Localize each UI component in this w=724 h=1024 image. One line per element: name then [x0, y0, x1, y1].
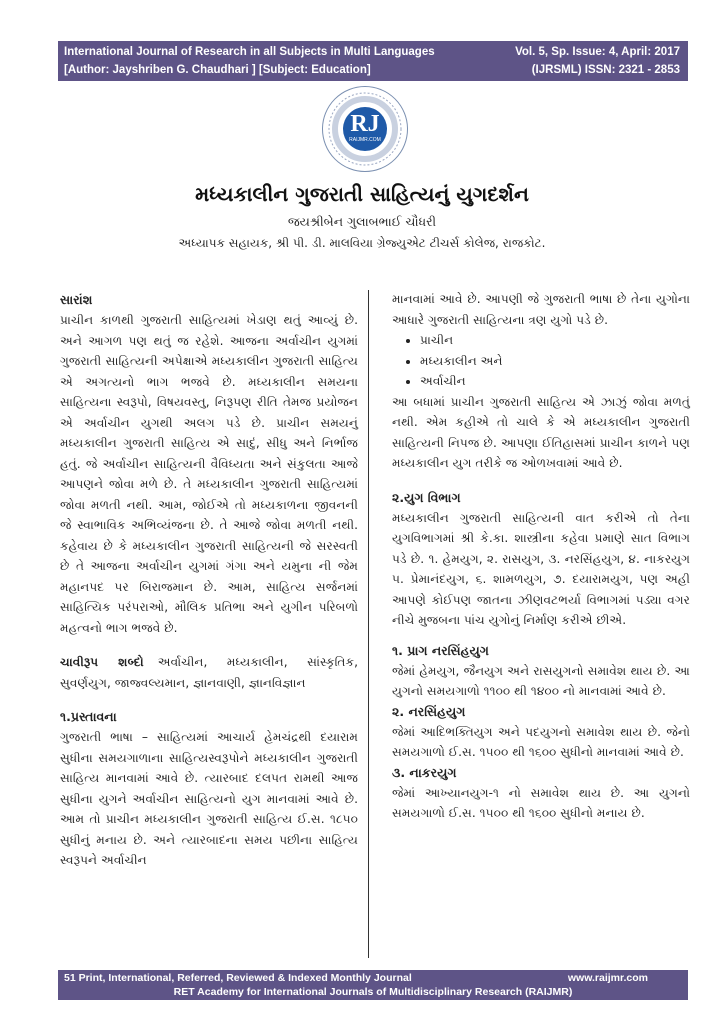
after-list-text: આ બધામાં પ્રાચીન ગુજરાતી સાહિત્ય એ ઝાઝું જોવા મળતું નથી. એમ કહીએ તો ચાલે કે એ મધ્યકાલીન ગુજરાતી સાહિત્યની નિપજ છે. આપણા ઈતિહાસમાં પ્રાચીન કાળને પણ મધ્યકાલીન યુગ તરીકે જ ઓળખવામાં આવે છે. [392, 394, 690, 470]
abstract-text: પ્રાચીન કાળથી ગુજરાતી સાહિત્યમાં ખેડાણ થતું આવ્યું છે. અને આગળ પણ થતું જ રહેશે. આજના અર્વાચીન યુગમાં ગુજરાતી સાહિત્યની અપેક્ષાએ મધ્યકાલીન ગુજરાતી સાહિત્ય એ અગત્યનો ભાગ ભજવે છે. મધ્યકાલીન સમયના સાહિત્યના સ્વરૂપો, વિષયવસ્તુ, નિરૂપણ રીતિ તેમજ પ્રયોજન એ અર્વાચીન યુગથી અલગ પડે છે. પ્રાચીન સમયનું મધ્યકાલીન ગુજરાતી સાહિત્ય એ સાદું, સીધુ અને નિર્ભાજ હતું. જે અર્વાચીન સાહિત્યની વૈવિધ્યતા અને સંકુલતા આજે આપણને જોવા મળે છે. તે મધ્યકાલીન ગુજરાતી સાહિત્યમાં જોવા મળતી નથી. આમ, જોઈએ તો મધ્યકાળના જીવનની જે સ્વાભાવિક અભિવ્યંજના છે. તે આજે જોવા મળતી નથી. કહેવાય છે કે મધ્યકાલીન ગુજરાતી સાહિત્યની જે સરસ્વતી છે તે આજના અર્વાચીન યુગમાં ગંગા અને યમુના ની જેમ મહાનપદ પર બિરાજમાન છે. આમ, સાહિત્ય સર્જનમાં સાહિત્યિક પરંપરાઓ, મૌલિક પ્રતિભા અને યુગીન પરિબળો મહત્વનો ભાગ ભજવે છે. [60, 313, 358, 635]
abstract-heading: સારાંશ [60, 292, 93, 307]
journal-name: International Journal of Research in all Subjects in Multi Languages [64, 46, 435, 58]
paper-title: મધ્યકાલીન ગુજરાતી સાહિત્યનું યુગદર્શન [195, 182, 529, 206]
intro-heading: ૧.પ્રસ્તાવના [60, 709, 117, 724]
subsection1-text: જેમાં હેમયુગ, જૈનયુગ અને રાસયુગનો સમાવેશ થાય છે. આ યુગનો સમયગાળો ૧૧૦૦ થી ૧૪૦૦ નો માનવામાં આવે છે. [392, 663, 690, 698]
era-list-item: • પ્રાચીન [420, 330, 690, 351]
subsection1-heading: ૧. પ્રાગ નરસિંહયુગ [392, 642, 489, 658]
subsection3-text: જેમાં આખ્યાનયુગ-૧ નો સમાવેશ થાય છે. આ યુગનો સમયગાળો ઈ.સ. ૧૫૦૦ થી ૧૬૦૦ સુધીનો મનાય છે. [392, 785, 690, 820]
subsection2-heading: ૨. નરસિંહયુગ [392, 703, 466, 719]
footer-site-link[interactable]: www.raijmr.com [567, 972, 648, 984]
author-subject: [Author: Jayshriben G. Chaudhari ] [Subject: Education] [64, 64, 371, 76]
author-name: જયશ્રીબેન ગુલાબભાઈ ચૌધરી [287, 214, 437, 229]
logo-site: RAIJMR.COM [349, 137, 381, 143]
subsection2-text: જેમાં આદિભક્તિયુગ અને પદયુગનો સમાવેશ થાય છે. જેનો સમયગાળો ઈ.સ. ૧૫૦૦ થી ૧૬૦૦ સુધીનો માનવામાં આવે છે. [392, 724, 690, 759]
logo-mark: RJ [350, 111, 380, 137]
section2-text: મધ્યકાલીન ગુજરાતી સાહિત્યની વાત કરીએ તો તેના યુગવિભાગમાં શ્રી કે.કા. શાસ્ત્રીના કહેવા પ્રમાણે સાત વિભાગ પડે છે. ૧. હેમયુગ, ૨. રાસયુગ, ૩. નરસિંહયુગ, ૪. નાકરયુગ ૫. પ્રેમાનંદયુગ, ૬. શામળયુગ, ૭. દયારામયુગ, પણ અહી આપણે કોઈપણ જાતના ઝીણવટભર્યા વિભાગમાં પડ્યા વગર નીચે મુજબના પાંચ યુગોનું નિર્માણ કરીએ છીએ. [392, 510, 690, 627]
footer-page-line: 51 Print, International, Referred, Reviewed & Indexed Monthly Journal [64, 972, 412, 984]
journal-footer [58, 970, 688, 1000]
keywords [60, 652, 358, 693]
era-list [392, 330, 690, 392]
issn: (IJRSML) ISSN: 2321 - 2853 [531, 64, 680, 76]
era-list-item: • અર્વાચીન [420, 371, 690, 392]
intro-text: ગુજરાતી ભાષા – સાહિત્યમાં આચાર્ય હેમચંદ્રથી દયારામ સુધીના સમયગાળાના સાહિત્યસ્વરૂપોને મધ્યકાલીન ગુજરાતી સાહિત્ય માનવામાં આવે છે. ત્યારબાદ દલપત રામથી આજ સુધીના યુગને અર્વાચીન સાહિત્યનો યુગ માનવામાં આવે છે. આમ તો પ્રાચીન મધ્યકાલીન ગુજરાતી સાહિત્ય ઈ.સ. ૧૮૫૦ સુધીનું મનાય છે. અને ત્યારબાદના સમય પછીના સાહિત્ય સ્વરૂપને અર્વાચીન [60, 730, 358, 867]
subsection3-heading: ૩. નાકરયુગ [392, 764, 457, 780]
column-divider [368, 290, 369, 958]
keywords-list: અર્વાચીન, મધ્યકાલીન, સાંસ્કૃતિક, સુવર્ણયુગ, જાજ્વલ્યમાન, જ્ઞાનવાણી, જ્ઞાનવિજ્ઞાન [60, 655, 358, 690]
footer-academy: RET Academy for International Journals of Multidisciplinary Research (RAIJMR) [173, 986, 573, 998]
era-list-item: • મધ્યકાલીન અને [420, 351, 690, 372]
right-column [392, 289, 690, 824]
raijmr-logo [322, 86, 408, 172]
logo-emblem [343, 107, 387, 151]
keywords-label: ચાવીરૂપ શબ્દો [60, 655, 144, 669]
continued-text: માનવામાં આવે છે. આપણી જે ગુજરાતી ભાષા છે તેના યુગોના આધારે ગુજરાતી સાહિત્યના ત્રણ યુગો પડે છે. [392, 292, 690, 327]
author-affiliation: અધ્યાપક સહાયક, શ્રી પી. ડી. માલવિયા ગ્રેજ્યુએટ ટીચર્સ કોલેજ, રાજકોટ. [178, 236, 546, 250]
section2-heading: ૨.યુગ વિભાગ [392, 489, 461, 505]
volume-issue: Vol. 5, Sp. Issue: 4, April: 2017 [515, 46, 680, 58]
journal-header [58, 41, 688, 81]
left-column [60, 290, 358, 871]
